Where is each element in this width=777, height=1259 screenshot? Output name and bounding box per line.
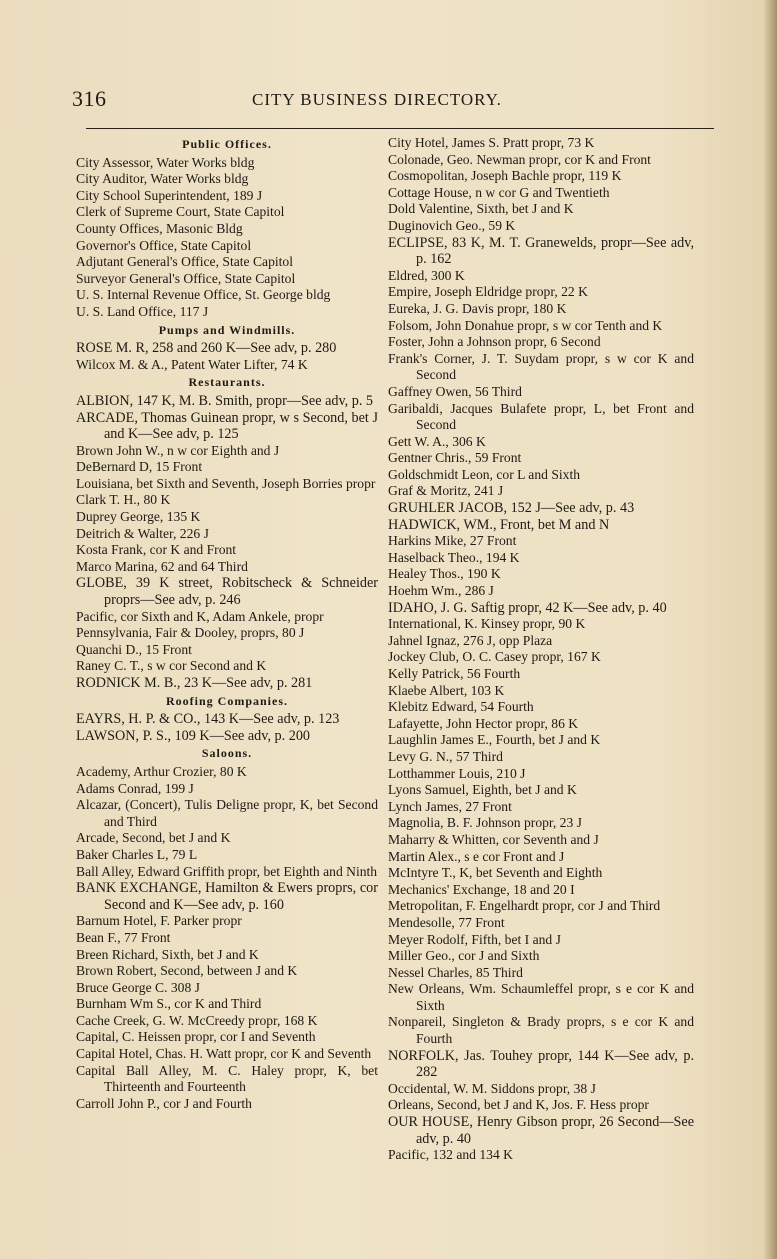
directory-entry: Governor's Office, State Capitol: [76, 237, 252, 253]
directory-entry: Marco Marina, 62 and 64 Third: [76, 558, 248, 574]
directory-entry: Frank's Corner, J. T. Suydam propr, s w cor K and Second: [388, 350, 694, 383]
directory-entry: Clark T. H., 80 K: [76, 492, 171, 508]
page-header: [72, 88, 712, 112]
directory-entry: HADWICK, WM., Front, bet M and N: [388, 516, 610, 533]
section-heading: Restaurants.: [188, 375, 266, 390]
section-heading: Public Offices.: [182, 137, 272, 151]
directory-entry: Miller Geo., cor J and Sixth: [388, 948, 540, 964]
directory-entry: Levy G. N., 57 Third: [388, 748, 503, 764]
directory-entry: Pacific, 132 and 134 K: [388, 1147, 513, 1163]
directory-entry: Maharry & Whitten, cor Seventh and J: [388, 831, 599, 847]
directory-entry: City School Superintendent, 189 J: [76, 187, 263, 203]
directory-entry: McIntyre T., K, bet Seventh and Eighth: [388, 865, 603, 881]
directory-entry: Martin Alex., s e cor Front and J: [388, 848, 565, 864]
directory-entry: Capital Ball Alley, M. C. Haley propr, K, bet Thirteenth and Fourteenth: [76, 1062, 378, 1095]
directory-entry: Colonade, Geo. Newman propr, cor K and Front: [388, 151, 651, 167]
directory-entry: Quanchi D., 15 Front: [76, 641, 192, 657]
directory-entry: Nessel Charles, 85 Third: [388, 964, 523, 980]
directory-entry: Cache Creek, G. W. McCreedy propr, 168 K: [76, 1012, 318, 1028]
directory-entry: Mendesolle, 77 Front: [388, 914, 505, 930]
directory-entry: County Offices, Masonic Bldg: [76, 220, 243, 236]
directory-entry: NORFOLK, Jas. Touhey propr, 144 K—See adv, p. 282: [388, 1047, 694, 1081]
directory-entry: Nonpareil, Singleton & Brady proprs, s e cor K and Fourth: [388, 1014, 694, 1047]
directory-entry: Brown Robert, Second, between J and K: [76, 963, 298, 979]
directory-entry: Lotthammer Louis, 210 J: [388, 765, 526, 781]
directory-entry: Duginovich Geo., 59 K: [388, 217, 516, 233]
directory-entry: Eldred, 300 K: [388, 267, 465, 283]
directory-entry: U. S. Internal Revenue Office, St. George bldg: [76, 287, 331, 303]
directory-entry: OUR HOUSE, Henry Gibson propr, 26 Second—See adv, p. 40: [388, 1114, 694, 1147]
directory-entry: Baker Charles L, 79 L: [76, 846, 198, 862]
directory-entry: Empire, Joseph Eldridge propr, 22 K: [388, 284, 588, 300]
directory-entry: Clerk of Supreme Court, State Capitol: [76, 204, 285, 220]
directory-entry: Klaebe Albert, 103 K: [388, 682, 505, 698]
directory-entry: Breen Richard, Sixth, bet J and K: [76, 946, 259, 962]
running-title: CITY BUSINESS DIRECTORY.: [252, 90, 502, 109]
directory-entry: Garibaldi, Jacques Bulafete propr, L, bet Front and Second: [388, 400, 694, 433]
directory-entry: GRUHLER JACOB, 152 J—See adv, p. 43: [388, 500, 635, 517]
directory-entry: Gett W. A., 306 K: [388, 433, 486, 449]
directory-entry: Foster, John a Johnson propr, 6 Second: [388, 334, 601, 350]
directory-entry: Harkins Mike, 27 Front: [388, 533, 517, 549]
directory-entry: Dold Valentine, Sixth, bet J and K: [388, 201, 574, 217]
directory-entry: Jockey Club, O. C. Casey propr, 167 K: [388, 649, 601, 665]
left-column: [76, 135, 378, 1112]
directory-entry: Wilcox M. & A., Patent Water Lifter, 74 K: [76, 356, 308, 372]
directory-entry: City Hotel, James S. Pratt propr, 73 K: [388, 135, 595, 150]
directory-entry: Folsom, John Donahue propr, s w cor Tenth and K: [388, 317, 663, 333]
directory-entry: Ball Alley, Edward Griffith propr, bet Eighth and Ninth: [76, 863, 378, 879]
directory-entry: Klebitz Edward, 54 Fourth: [388, 699, 534, 715]
directory-entry: Bean F., 77 Front: [76, 929, 171, 945]
section-heading: Saloons.: [201, 746, 253, 761]
directory-entry: Capital Hotel, Chas. H. Watt propr, cor K and Seventh: [76, 1046, 372, 1062]
directory-entry: RODNICK M. B., 23 K—See adv, p. 281: [76, 675, 313, 691]
directory-entry: Haselback Theo., 194 K: [388, 549, 520, 565]
directory-entry: Barnum Hotel, F. Parker propr: [76, 913, 242, 929]
directory-entry: Cosmopolitan, Joseph Bachle propr, 119 K: [388, 168, 622, 184]
directory-entry: Alcazar, (Concert), Tulis Deligne propr, K, bet Second and Third: [76, 797, 378, 829]
directory-entry: Orleans, Second, bet J and K, Jos. F. Hess propr: [388, 1097, 649, 1113]
directory-entry: Duprey George, 135 K: [76, 509, 201, 525]
directory-entry: U. S. Land Office, 117 J: [76, 303, 209, 319]
directory-entry: Eureka, J. G. Davis propr, 180 K: [388, 300, 567, 316]
directory-entry: Goldschmidt Leon, cor L and Sixth: [388, 466, 581, 482]
directory-entry: Cottage House, n w cor G and Twentieth: [388, 184, 610, 200]
page-number: 316: [72, 86, 107, 111]
directory-entry: City Auditor, Water Works bldg: [76, 171, 249, 187]
directory-entry: ARCADE, Thomas Guinean propr, w s Second, bet J and K—See adv, p. 125: [76, 409, 378, 443]
directory-entry: Laughlin James E., Fourth, bet J and K: [388, 732, 601, 748]
directory-entry: Mechanics' Exchange, 18 and 20 I: [388, 881, 575, 897]
directory-entry: Lafayette, John Hector propr, 86 K: [388, 715, 579, 731]
page-edge-shadow: [763, 0, 777, 1259]
directory-entry: GLOBE, 39 K street, Robitscheck & Schneider proprs—See adv, p. 246: [76, 575, 378, 609]
directory-entry: BANK EXCHANGE, Hamilton & Ewers proprs, cor Second and K—See adv, p. 160: [76, 880, 378, 913]
directory-entry: Jahnel Ignaz, 276 J, opp Plaza: [388, 632, 553, 648]
directory-entry: Healey Thos., 190 K: [388, 566, 501, 582]
directory-entry: ECLIPSE, 83 K, M. T. Granewelds, propr—See adv, p. 162: [388, 234, 694, 268]
right-column: [388, 135, 694, 1164]
directory-entry: International, K. Kinsey propr, 90 K: [388, 616, 586, 632]
directory-entry: Brown John W., n w cor Eighth and J: [76, 442, 280, 458]
directory-entry: Bruce George C. 308 J: [76, 979, 200, 995]
directory-entry: ALBION, 147 K, M. B. Smith, propr—See adv, p. 5: [76, 392, 374, 409]
directory-entry: Kelly Patrick, 56 Fourth: [388, 666, 521, 681]
directory-entry: Academy, Arthur Crozier, 80 K: [76, 763, 247, 779]
directory-entry: Hoehm Wm., 286 J: [388, 583, 494, 599]
directory-entry: Louisiana, bet Sixth and Seventh, Joseph Borries propr: [76, 475, 376, 491]
directory-entry: Magnolia, B. F. Johnson propr, 23 J: [388, 815, 582, 831]
directory-entry: Gaffney Owen, 56 Third: [388, 383, 522, 399]
directory-entry: EAYRS, H. P. & CO., 143 K—See adv, p. 123: [76, 711, 340, 728]
section-heading: Roofing Companies.: [165, 693, 288, 708]
directory-entry: Kosta Frank, cor K and Front: [76, 542, 237, 558]
directory-entry: Burnham Wm S., cor K and Third: [76, 996, 262, 1012]
directory-entry: Graf & Moritz, 241 J: [388, 483, 504, 499]
directory-entry: Gentner Chris., 59 Front: [388, 450, 522, 466]
directory-entry: Carroll John P., cor J and Fourth: [76, 1095, 252, 1111]
directory-entry: City Assessor, Water Works bldg: [76, 154, 255, 170]
directory-entry: IDAHO, J. G. Saftig propr, 42 K—See adv, p. 40: [388, 599, 667, 616]
header-rule: [86, 128, 714, 129]
directory-entry: Occidental, W. M. Siddons propr, 38 J: [388, 1080, 596, 1096]
directory-entry: Arcade, Second, bet J and K: [76, 830, 231, 846]
directory-entry: Adams Conrad, 199 J: [76, 780, 194, 796]
directory-entry: Deitrich & Walter, 226 J: [76, 525, 209, 541]
directory-entry: Meyer Rodolf, Fifth, bet I and J: [388, 931, 561, 947]
directory-entry: Surveyor General's Office, State Capitol: [76, 270, 296, 286]
directory-entry: New Orleans, Wm. Schaumleffel propr, s e cor K and Sixth: [388, 981, 694, 1013]
directory-entry: Pennsylvania, Fair & Dooley, proprs, 80 J: [76, 625, 305, 641]
directory-entry: Metropolitan, F. Engelhardt propr, cor J and Third: [388, 898, 661, 914]
directory-entry: Lyons Samuel, Eighth, bet J and K: [388, 782, 577, 798]
section-heading: Pumps and Windmills.: [158, 322, 296, 337]
directory-entry: Adjutant General's Office, State Capitol: [76, 254, 293, 270]
directory-entry: Lynch James, 27 Front: [388, 798, 512, 814]
directory-entry: LAWSON, P. S., 109 K—See adv, p. 200: [76, 727, 311, 744]
directory-entry: DeBernard D, 15 Front: [76, 459, 203, 475]
directory-entry: ROSE M. R, 258 and 260 K—See adv, p. 280: [76, 340, 337, 357]
directory-entry: Capital, C. Heissen propr, cor I and Seventh: [76, 1029, 316, 1045]
directory-entry: Raney C. T., s w cor Second and K: [76, 658, 267, 674]
directory-entry: Pacific, cor Sixth and K, Adam Ankele, propr: [76, 608, 324, 624]
